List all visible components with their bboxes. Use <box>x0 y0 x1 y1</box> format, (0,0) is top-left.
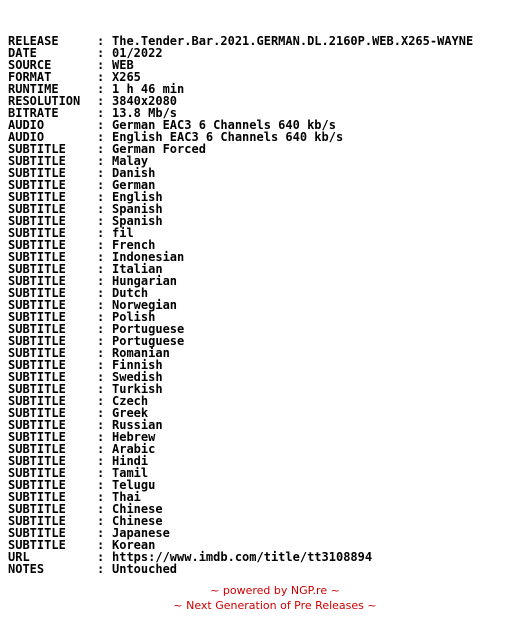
field-separator: : <box>97 406 105 420</box>
field-key: SUBTITLE <box>8 298 66 312</box>
field-row <box>8 167 473 179</box>
field-value: Romanian <box>112 346 170 360</box>
field-row <box>8 203 473 215</box>
field-row <box>8 491 473 503</box>
footer-tagline: ~ Next Generation of Pre Releases ~ <box>173 599 377 612</box>
field-key: NOTES <box>8 562 45 576</box>
field-key: SUBTITLE <box>8 514 66 528</box>
field-row <box>8 323 473 335</box>
field-value: Turkish <box>112 382 163 396</box>
field-value: Czech <box>112 394 149 408</box>
field-value: French <box>112 238 156 252</box>
field-key: SUBTITLE <box>8 346 66 360</box>
field-list <box>8 35 473 575</box>
field-separator: : <box>97 142 105 156</box>
field-key: SUBTITLE <box>8 478 66 492</box>
field-value: Dutch <box>112 286 149 300</box>
field-separator: : <box>97 466 105 480</box>
field-separator: : <box>97 274 105 288</box>
field-value: Russian <box>112 418 163 432</box>
field-value: Chinese <box>112 514 163 528</box>
field-row <box>8 467 473 479</box>
field-key: SUBTITLE <box>8 274 66 288</box>
field-separator: : <box>97 562 105 576</box>
field-row <box>8 359 473 371</box>
field-key: SUBTITLE <box>8 322 66 336</box>
field-separator: : <box>97 382 105 396</box>
field-value: German EAC3 6 Channels 640 kb/s <box>112 118 336 132</box>
field-row <box>8 527 473 539</box>
field-key: RELEASE <box>8 34 59 48</box>
field-key: SUBTITLE <box>8 238 66 252</box>
field-row <box>8 275 473 287</box>
field-value: Portuguese <box>112 322 185 336</box>
field-value: Tamil <box>112 466 149 480</box>
field-value: Telugu <box>112 478 156 492</box>
field-key: SUBTITLE <box>8 442 66 456</box>
field-value: Swedish <box>112 370 163 384</box>
field-separator: : <box>97 262 105 276</box>
field-key: SUBTITLE <box>8 526 66 540</box>
field-separator: : <box>97 514 105 528</box>
field-value: German <box>112 178 156 192</box>
field-separator: : <box>97 322 105 336</box>
field-key: SUBTITLE <box>8 190 66 204</box>
field-row <box>8 95 473 107</box>
field-row <box>8 479 473 491</box>
field-row <box>8 443 473 455</box>
field-row <box>8 59 473 71</box>
field-separator: : <box>97 82 105 96</box>
field-separator: : <box>97 226 105 240</box>
field-key: DATE <box>8 46 37 60</box>
field-separator: : <box>97 298 105 312</box>
field-key: SUBTITLE <box>8 178 66 192</box>
field-value: Untouched <box>112 562 178 576</box>
field-row <box>8 431 473 443</box>
field-key: SUBTITLE <box>8 502 66 516</box>
field-separator: : <box>97 394 105 408</box>
field-value: Malay <box>112 154 149 168</box>
field-value: Spanish <box>112 214 163 228</box>
field-key: RESOLUTION <box>8 94 81 108</box>
field-key: FORMAT <box>8 70 52 84</box>
field-row <box>8 131 473 143</box>
field-separator: : <box>97 490 105 504</box>
field-separator: : <box>97 166 105 180</box>
field-row <box>8 551 473 563</box>
field-separator: : <box>97 442 105 456</box>
field-key: SUBTITLE <box>8 250 66 264</box>
field-row <box>8 407 473 419</box>
field-separator: : <box>97 418 105 432</box>
field-value: Danish <box>112 166 156 180</box>
field-separator: : <box>97 238 105 252</box>
field-key: BITRATE <box>8 106 59 120</box>
field-key: SUBTITLE <box>8 370 66 384</box>
field-key: AUDIO <box>8 130 45 144</box>
field-value: X265 <box>112 70 141 84</box>
field-row <box>8 515 473 527</box>
field-value: Thai <box>112 490 141 504</box>
field-key: SUBTITLE <box>8 394 66 408</box>
field-value: Hebrew <box>112 430 156 444</box>
field-separator: : <box>97 502 105 516</box>
field-separator: : <box>97 346 105 360</box>
field-key: SUBTITLE <box>8 454 66 468</box>
field-row <box>8 503 473 515</box>
field-key: SUBTITLE <box>8 226 66 240</box>
field-key: SUBTITLE <box>8 466 66 480</box>
field-value: Italian <box>112 262 163 276</box>
field-value: English <box>112 190 163 204</box>
field-key: RUNTIME <box>8 82 59 96</box>
field-value: Hindi <box>112 454 149 468</box>
field-separator: : <box>97 286 105 300</box>
field-row <box>8 47 473 59</box>
field-key: SUBTITLE <box>8 154 66 168</box>
field-separator: : <box>97 478 105 492</box>
field-key: SUBTITLE <box>8 418 66 432</box>
field-separator: : <box>97 538 105 552</box>
field-separator: : <box>97 430 105 444</box>
field-value: Greek <box>112 406 149 420</box>
field-key: SUBTITLE <box>8 334 66 348</box>
field-key: SUBTITLE <box>8 538 66 552</box>
field-separator: : <box>97 214 105 228</box>
field-value: 01/2022 <box>112 46 163 60</box>
field-separator: : <box>97 46 105 60</box>
field-row <box>8 563 473 575</box>
field-key: SUBTITLE <box>8 430 66 444</box>
field-separator: : <box>97 334 105 348</box>
field-row <box>8 347 473 359</box>
field-separator: : <box>97 454 105 468</box>
field-key: SUBTITLE <box>8 406 66 420</box>
field-value: fil <box>112 226 134 240</box>
release-info-block <box>8 11 473 587</box>
field-value: English EAC3 6 Channels 640 kb/s <box>112 130 344 144</box>
field-separator: : <box>97 550 105 564</box>
field-row <box>8 299 473 311</box>
field-key: SUBTITLE <box>8 286 66 300</box>
field-row <box>8 287 473 299</box>
field-separator: : <box>97 118 105 132</box>
field-value: Korean <box>112 538 156 552</box>
field-separator: : <box>97 190 105 204</box>
field-separator: : <box>97 250 105 264</box>
field-value: The.Tender.Bar.2021.GERMAN.DL.2160P.WEB.X265-WAYNE <box>112 34 474 48</box>
footer-powered-by: ~ powered by NGP.re ~ <box>210 584 340 597</box>
imdb-url-text: https://www.imdb.com/title/tt3108894 <box>112 550 373 564</box>
field-separator: : <box>97 358 105 372</box>
field-row <box>8 215 473 227</box>
field-key: SUBTITLE <box>8 382 66 396</box>
field-separator: : <box>97 370 105 384</box>
field-separator: : <box>97 130 105 144</box>
field-row <box>8 191 473 203</box>
field-row <box>8 227 473 239</box>
field-separator: : <box>97 94 105 108</box>
field-row <box>8 251 473 263</box>
field-value: Japanese <box>112 526 170 540</box>
field-row <box>8 371 473 383</box>
field-separator: : <box>97 106 105 120</box>
field-row <box>8 383 473 395</box>
field-separator: : <box>97 178 105 192</box>
field-key: URL <box>8 550 30 564</box>
field-row <box>8 155 473 167</box>
field-value: Norwegian <box>112 298 178 312</box>
field-key: SUBTITLE <box>8 214 66 228</box>
field-value: WEB <box>112 58 134 72</box>
field-value: Finnish <box>112 358 163 372</box>
field-value: 1 h 46 min <box>112 82 185 96</box>
field-separator: : <box>97 202 105 216</box>
field-row <box>8 35 473 47</box>
field-key: SUBTITLE <box>8 310 66 324</box>
field-separator: : <box>97 58 105 72</box>
field-value: Spanish <box>112 202 163 216</box>
field-key: AUDIO <box>8 118 45 132</box>
field-value: 3840x2080 <box>112 94 178 108</box>
field-separator: : <box>97 70 105 84</box>
field-value: Chinese <box>112 502 163 516</box>
field-row <box>8 335 473 347</box>
field-key: SUBTITLE <box>8 142 66 156</box>
field-row <box>8 455 473 467</box>
field-key: SUBTITLE <box>8 490 66 504</box>
field-row <box>8 263 473 275</box>
field-key: SUBTITLE <box>8 202 66 216</box>
field-row <box>8 71 473 83</box>
field-row <box>8 143 473 155</box>
field-key: SOURCE <box>8 58 52 72</box>
field-value: Polish <box>112 310 156 324</box>
field-row <box>8 311 473 323</box>
field-value: 13.8 Mb/s <box>112 106 178 120</box>
field-value: Portuguese <box>112 334 185 348</box>
field-row <box>8 179 473 191</box>
field-value: Indonesian <box>112 250 185 264</box>
field-row <box>8 395 473 407</box>
field-value: German Forced <box>112 142 206 156</box>
field-separator: : <box>97 154 105 168</box>
field-key: SUBTITLE <box>8 166 66 180</box>
field-separator: : <box>97 310 105 324</box>
field-separator: : <box>97 34 105 48</box>
field-key: SUBTITLE <box>8 262 66 276</box>
field-value: Arabic <box>112 442 156 456</box>
field-value: Hungarian <box>112 274 178 288</box>
field-row <box>8 419 473 431</box>
field-key: SUBTITLE <box>8 358 66 372</box>
field-row <box>8 239 473 251</box>
field-separator: : <box>97 526 105 540</box>
